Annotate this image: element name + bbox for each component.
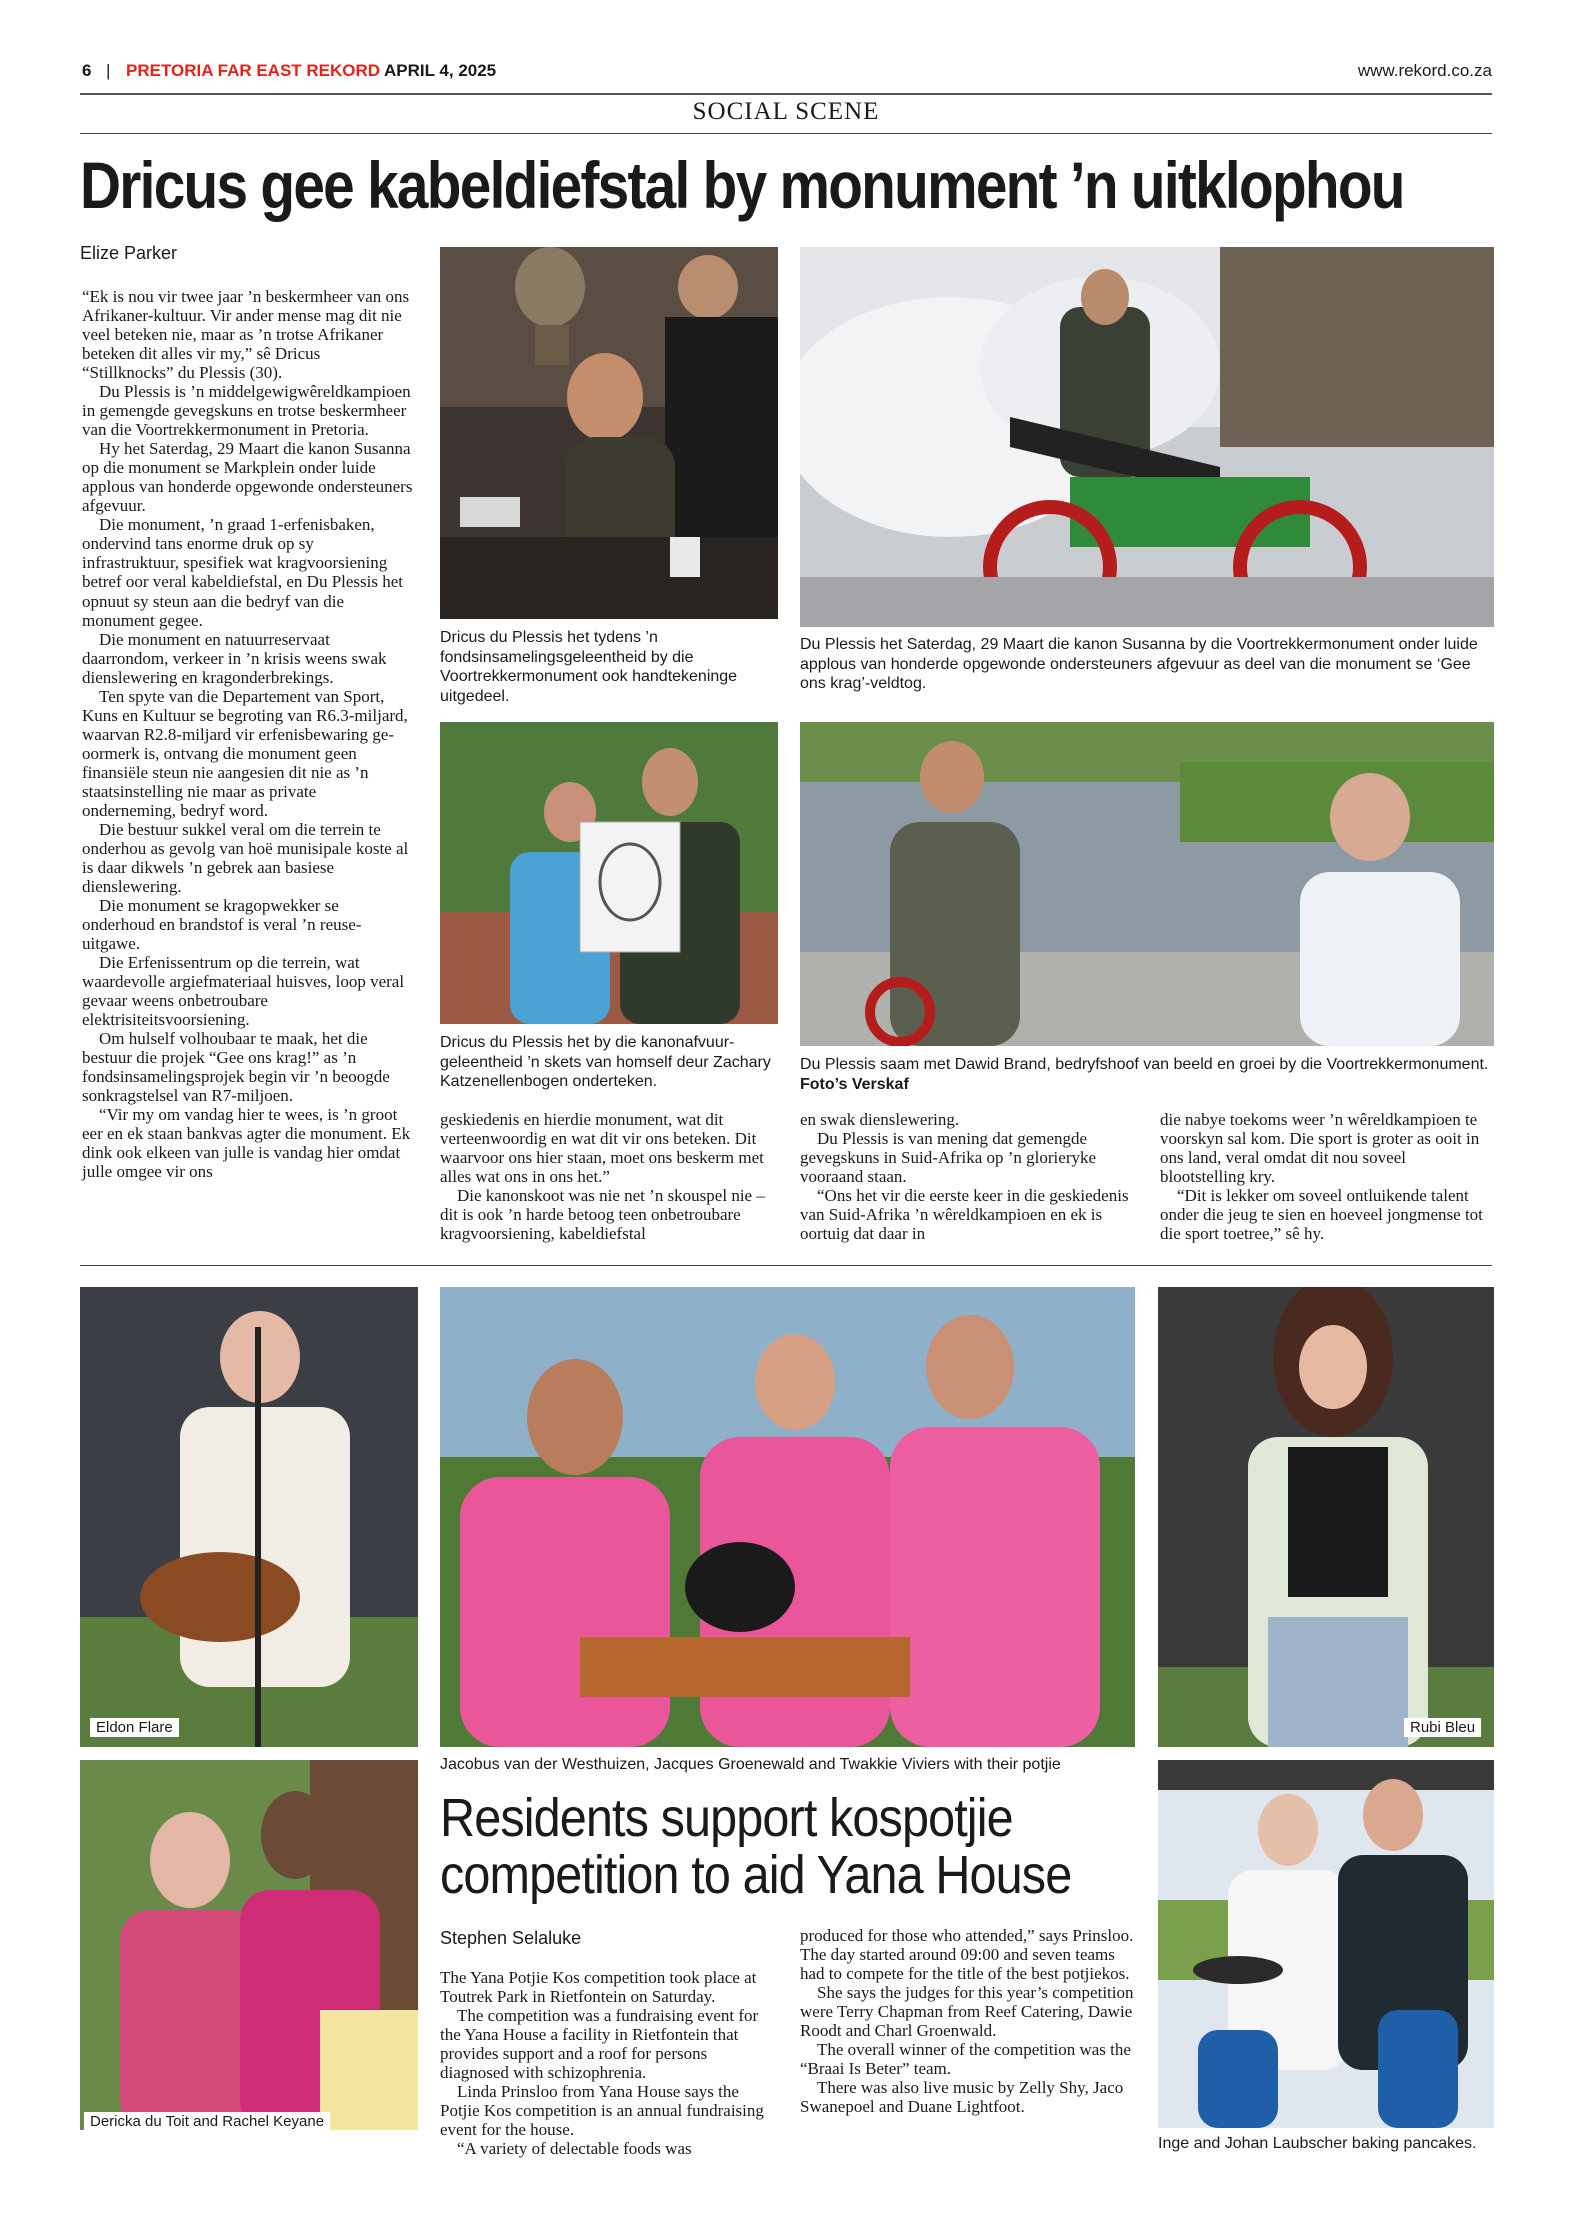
paragraph: die nabye toekoms weer ’n wêreldkampioen te voorskyn sal kom. Die sport is groter as ooit in ons land, veral omdat dit nou soveel blootstelling kry. xyxy=(1160,1110,1480,1187)
article2-headline-line1: Residents support kospotjie xyxy=(440,1788,1013,1848)
paragraph: The competition was a fundraising event for the Yana House a facility in Rietfontein that provides support and a roof for persons diagnosed with schizophrenia. xyxy=(440,2006,759,2083)
photo-dericka-and-rachel xyxy=(80,1760,418,2130)
publication-name: PRETORIA FAR EAST REKORD xyxy=(126,61,381,80)
page-number: 6 xyxy=(82,61,92,80)
photo-potjie-team xyxy=(440,1287,1135,1747)
paragraph: “A variety of delectable foods was xyxy=(457,2139,692,2159)
paragraph: Ten spyte van die Departement van Sport, Kuns en Kultuur se begroting van R6.3-miljard, waarvan R2.8-miljard vir erfenisbewaring ge-oormerk is, ontvang die monument geen finansiële steun nie aangesien dit nie as ’n staatsinstelling nie maar as private onderneming, bedryf word. xyxy=(82,686,408,820)
article-divider xyxy=(80,1265,1492,1266)
article1-byline: Elize Parker xyxy=(80,243,178,263)
paragraph: Hy het Saterdag, 29 Maart die kanon Susanna op die monument se Markplein onder luide applous van honderde opgewonde ondersteuners afgevuur. xyxy=(82,439,413,516)
photo-laubscher-pancakes xyxy=(1158,1760,1494,2128)
article2-column-2 xyxy=(800,1926,1135,2116)
caption-cannon: Du Plessis het Saterdag, 29 Maart die kanon Susanna by die Voortrekkermonument onder luide applous van honderde opgewonde ondersteuners afgevuur as deel van die monument se ‘Gee ons krag’-veldtog. xyxy=(800,636,1478,693)
photo-sketch-signing xyxy=(440,722,778,1024)
article2-column-1 xyxy=(440,1968,775,2158)
photo-cannon-firing xyxy=(800,247,1494,627)
article2-byline: Stephen Selaluke xyxy=(440,1928,582,1948)
photo-du-plessis-and-brand xyxy=(800,722,1494,1046)
photo-eldon-flare xyxy=(80,1287,418,1747)
photo-autograph-signing xyxy=(440,247,778,619)
paragraph: The Yana Potjie Kos competition took place at Toutrek Park in Rietfontein on Saturday. xyxy=(440,1968,757,2007)
section-label: SOCIAL SCENE xyxy=(692,98,880,125)
photo-rubi-bleu xyxy=(1158,1287,1494,1747)
article1-column-1 xyxy=(82,287,414,1181)
paragraph: Linda Prinsloo from Yana House says the Potjie Kos competition is an annual fundraising event for the house. xyxy=(440,2082,764,2140)
photo-credit: Foto’s Verskaf xyxy=(800,1075,909,1093)
article2-headline xyxy=(440,1790,1071,1903)
article1-column-4 xyxy=(1160,1110,1494,1243)
website-link[interactable]: www.rekord.co.za xyxy=(1357,61,1492,80)
paragraph: geskiedenis en hierdie monument, wat dit verteenwoordig en wat dit vir ons beteken. Dit waarvoor ons hier staan, moet ons beskerm met alles wat ons in ons het.” xyxy=(440,1110,764,1187)
caption-sketch: Dricus du Plessis het by die kanonafvuur-geleentheid ’n skets van homself deur Zachary Katzenellenbogen onderteken. xyxy=(440,1034,771,1091)
caption-laubscher: Inge and Johan Laubscher baking pancakes. xyxy=(1158,2135,1477,2152)
caption-brand xyxy=(800,1055,1494,1094)
caption-eldon: Eldon Flare xyxy=(90,1718,179,1737)
paragraph: Die kanonskoot was nie net ’n skouspel nie – dit is ook ’n harde betoog teen onbetroubare kragvoorsiening, kabeldiefstal xyxy=(440,1186,765,1244)
caption-potjie: Jacobus van der Westhuizen, Jacques Groenewald and Twakkie Viviers with their potjie xyxy=(440,1756,1061,1773)
caption-signing: Dricus du Plessis het tydens ’n fondsinsamelingsgeleentheid by die Voortrekkermonument ook handtekeninge uitgedeel. xyxy=(440,629,738,705)
paragraph: The overall winner of the competition was the “Braai Is Beter” team. xyxy=(800,2040,1131,2079)
paragraph: Om hulself volhoubaar te maak, het die bestuur die projek “Gee ons krag!” as ’n fondsinsamelingsprojek begin vir ’n beoogde sonkragstelsel van R7-miljoen. xyxy=(82,1029,390,1106)
paragraph: Die monument se kragopwekker se onderhoud en brandstof is veral ’n reuse-uitgawe. xyxy=(82,896,362,954)
issue-date: APRIL 4, 2025 xyxy=(384,61,497,80)
caption-rubi: Rubi Bleu xyxy=(1404,1718,1481,1737)
paragraph: Die Erfenissentrum op die terrein, wat waardevolle argiefmateriaal huisves, loop veral gevaar weens onbetroubare elektrisiteitsvoorsiening. xyxy=(82,953,405,1030)
paragraph: “Ek is nou vir twee jaar ’n beskermheer van ons Afrikaner-kultuur. Vir ander mense mag dit nie veel beteken nie, maar as ’n trotse Afrikaner beteken dit alles vir my,” sê Dricus “Stillknocks” du Plessis (30). xyxy=(82,287,410,383)
paragraph: Du Plessis is ’n middelgewigwêreldkampioen in gemengde gevegskuns en trotse beskermheer van die Voortrekkermonument in Pretoria. xyxy=(82,382,411,440)
paragraph: “Vir my om vandag hier te wees, is ’n groot eer en ek staan bankvas agter die monument. Ek dink ook elkeen van julle is vandag hier omdat julle omgee vir ons xyxy=(82,1105,411,1182)
caption-dericka: Dericka du Toit and Rachel Keyane xyxy=(84,2112,330,2131)
paragraph: “Dit is lekker om soveel ontluikende talent onder die jeug te sien en hoeveel jongmense tot die sport toetree,” sê hy. xyxy=(1160,1186,1483,1244)
article2-headline-line2: competition to aid Yana House xyxy=(440,1844,1072,1905)
paragraph: There was also live music by Zelly Shy, Jaco Swanepoel and Duane Lightfoot. xyxy=(800,2078,1124,2117)
paragraph: Die monument, ’n graad 1-erfenisbaken, ondervind tans enorme druk op sy infrastruktuur, spesifiek wat kragvoorsiening betref oor veral kabeldiefstal, en Du Plessis het opnuut sy steun aan die bedryf van die monument gegee. xyxy=(82,515,404,630)
paragraph: She says the judges for this year’s competition were Terry Chapman from Reef Catering, Dawie Roodt and Charl Groenwald. xyxy=(800,1983,1134,2041)
paragraph: produced for those who attended,” says Prinsloo. The day started around 09:00 and seven teams had to compete for the title of the best potjiekos. xyxy=(800,1926,1134,1984)
header-separator: | xyxy=(106,61,111,80)
caption-brand-text: Du Plessis saam met Dawid Brand, bedryfshoof van beeld en groei by die Voortrekkermonument. xyxy=(800,1056,1489,1073)
article1-column-3 xyxy=(800,1110,1132,1243)
section-rule xyxy=(80,133,1492,134)
paragraph: Die bestuur sukkel veral om die terrein te onderhou as gevolg van hoë munisipale koste al is daar dikwels ’n gebrek aan basiese dienslewering. xyxy=(82,819,409,896)
article1-column-2 xyxy=(440,1110,773,1243)
header-rule xyxy=(80,93,1492,95)
paragraph: “Ons het vir die eerste keer in die geskiedenis van Suid-Afrika ’n wêreldkampioen en ek is oortuig dat daar in xyxy=(800,1186,1129,1244)
paragraph: en swak dienslewering. xyxy=(800,1110,960,1129)
paragraph: Die monument en natuurreservaat daarrondom, verkeer in ’n krisis weens swak dienslewering en kragonderbrekings. xyxy=(82,629,387,687)
paragraph: Du Plessis is van mening dat gemengde gevegskuns in Suid-Afrika op ’n glorieryke vooraand staan. xyxy=(800,1129,1097,1187)
article1-headline: Dricus gee kabeldiefstal by monument ’n uitklophou xyxy=(80,148,1404,222)
